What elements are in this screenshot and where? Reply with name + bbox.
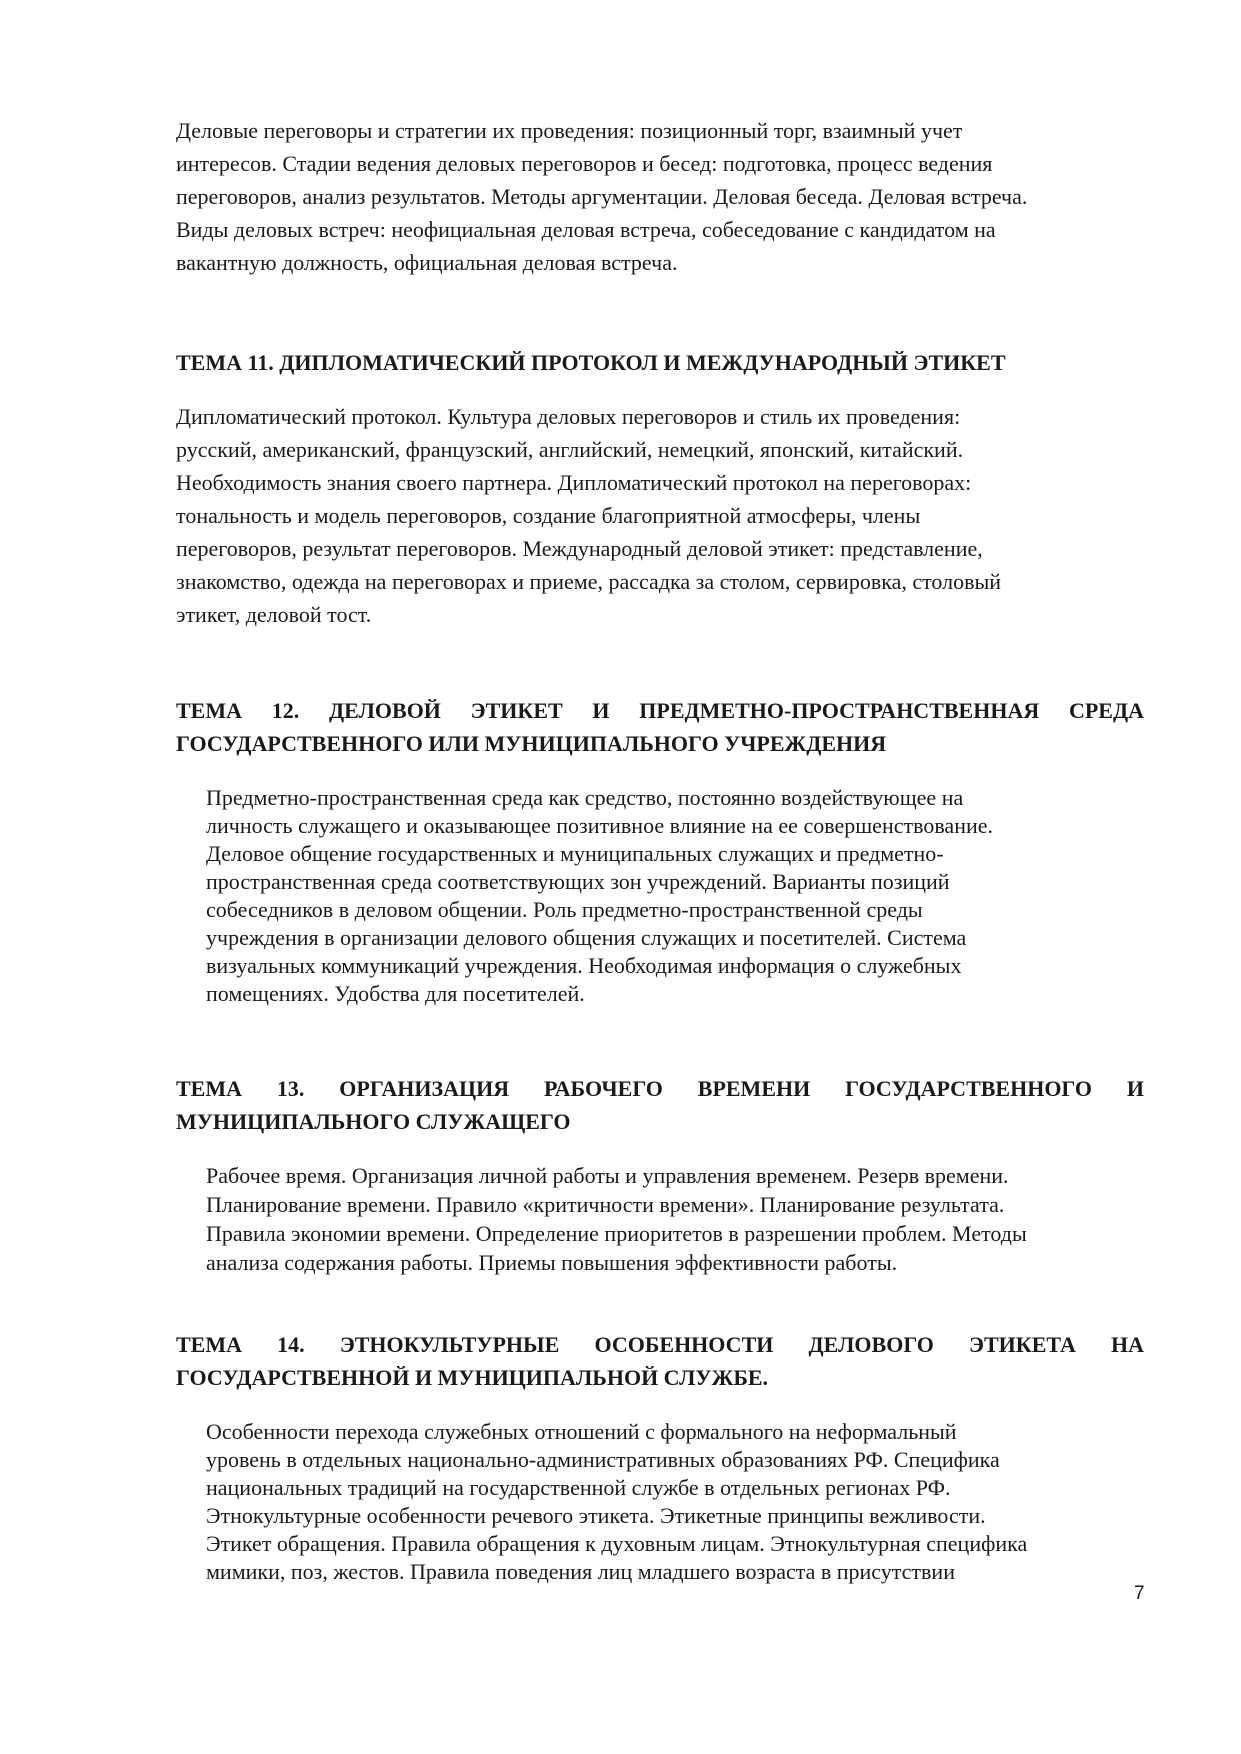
text-line: уровень в отдельных национально-административных образованиях РФ. Специфика [206,1447,1000,1472]
text-line: Этнокультурные особенности речевого этикета. Этикетные принципы вежливости. [206,1503,986,1528]
text-line: русский, американский, французский, английский, немецкий, японский, китайский. [176,437,964,462]
topic-14-heading-line-2: ГОСУДАРСТВЕННОЙ И МУНИЦИПАЛЬНОЙ СЛУЖБЕ. [176,1365,769,1390]
text-line: переговоров, анализ результатов. Методы аргументации. Деловая беседа. Деловая встреча. [176,184,1028,209]
text-line: этикет, деловой тост. [176,602,372,627]
text-line: Деловое общение государственных и муниципальных служащих и предметно- [206,841,944,866]
text-line: Дипломатический протокол. Культура деловых переговоров и стиль их проведения: [176,404,961,429]
text-line: Правила экономии времени. Определение приоритетов в разрешении проблем. Методы [206,1221,1027,1246]
text-line: тональность и модель переговоров, создание благоприятной атмосферы, члены [176,503,921,528]
text-line: анализа содержания работы. Приемы повышения эффективности работы. [206,1250,898,1275]
text-line: переговоров, результат переговоров. Международный деловой этикет: представление, [176,536,983,561]
topic-14-heading-line-1: ТЕМА 14. ЭТНОКУЛЬТУРНЫЕ ОСОБЕННОСТИ ДЕЛОВОГО ЭТИКЕТА НА [176,1332,1144,1357]
text-line: пространственная среда соответствующих зон учреждений. Варианты позиций [206,869,950,894]
text-line: личность служащего и оказывающее позитивное влияние на ее совершенствование. [206,813,994,838]
text-line: учреждения в организации делового общения служащих и посетителей. Система [206,925,967,950]
text-line: собеседников в деловом общении. Роль предметно-пространственной среды [206,897,923,922]
text-line: Предметно-пространственная среда как средство, постоянно воздействующее на [206,785,964,810]
page-number: 7 [1134,1583,1145,1604]
text-line: мимики, поз, жестов. Правила поведения лиц младшего возраста в присутствии [206,1559,955,1584]
topic-12-heading-line-2: ГОСУДАРСТВЕННОГО ИЛИ МУНИЦИПАЛЬНОГО УЧРЕЖДЕНИЯ [176,731,887,756]
text-line: Этикет обращения. Правила обращения к духовным лицам. Этнокультурная специфика [206,1531,1028,1556]
topic-13-heading-line-1: ТЕМА 13. ОРГАНИЗАЦИЯ РАБОЧЕГО ВРЕМЕНИ ГОСУДАРСТВЕННОГО И [176,1076,1144,1101]
text-line: Необходимость знания своего партнера. Дипломатический протокол на переговорах: [176,470,972,495]
text-line: интересов. Стадии ведения деловых переговоров и бесед: подготовка, процесс ведения [176,151,993,176]
text-line: Виды деловых встреч: неофициальная деловая встреча, собеседование с кандидатом на [176,217,996,242]
text-line: вакантную должность, официальная деловая встреча. [176,250,678,275]
text-line: Особенности перехода служебных отношений с формального на неформальный [206,1419,957,1444]
text-line: Планирование времени. Правило «критичности времени». Планирование результата. [206,1192,1005,1217]
topic-13-heading-line-2: МУНИЦИПАЛЬНОГО СЛУЖАЩЕГО [176,1109,571,1134]
text-line: Деловые переговоры и стратегии их проведения: позиционный торг, взаимный учет [176,118,963,143]
text-line: знакомство, одежда на переговорах и приеме, рассадка за столом, сервировка, столовый [176,569,1002,594]
text-line: Рабочее время. Организация личной работы и управления временем. Резерв времени. [206,1163,1009,1188]
topic-11-heading: ТЕМА 11. ДИПЛОМАТИЧЕСКИЙ ПРОТОКОЛ И МЕЖДУНАРОДНЫЙ ЭТИКЕТ [176,350,1006,375]
text-line: визуальных коммуникаций учреждения. Необходимая информация о служебных [206,953,962,978]
text-line: национальных традиций на государственной службе в отдельных регионах РФ. [206,1475,951,1500]
text-line: помещениях. Удобства для посетителей. [206,981,585,1006]
topic-12-heading-line-1: ТЕМА 12. ДЕЛОВОЙ ЭТИКЕТ И ПРЕДМЕТНО-ПРОСТРАНСТВЕННАЯ СРЕДА [176,698,1144,723]
